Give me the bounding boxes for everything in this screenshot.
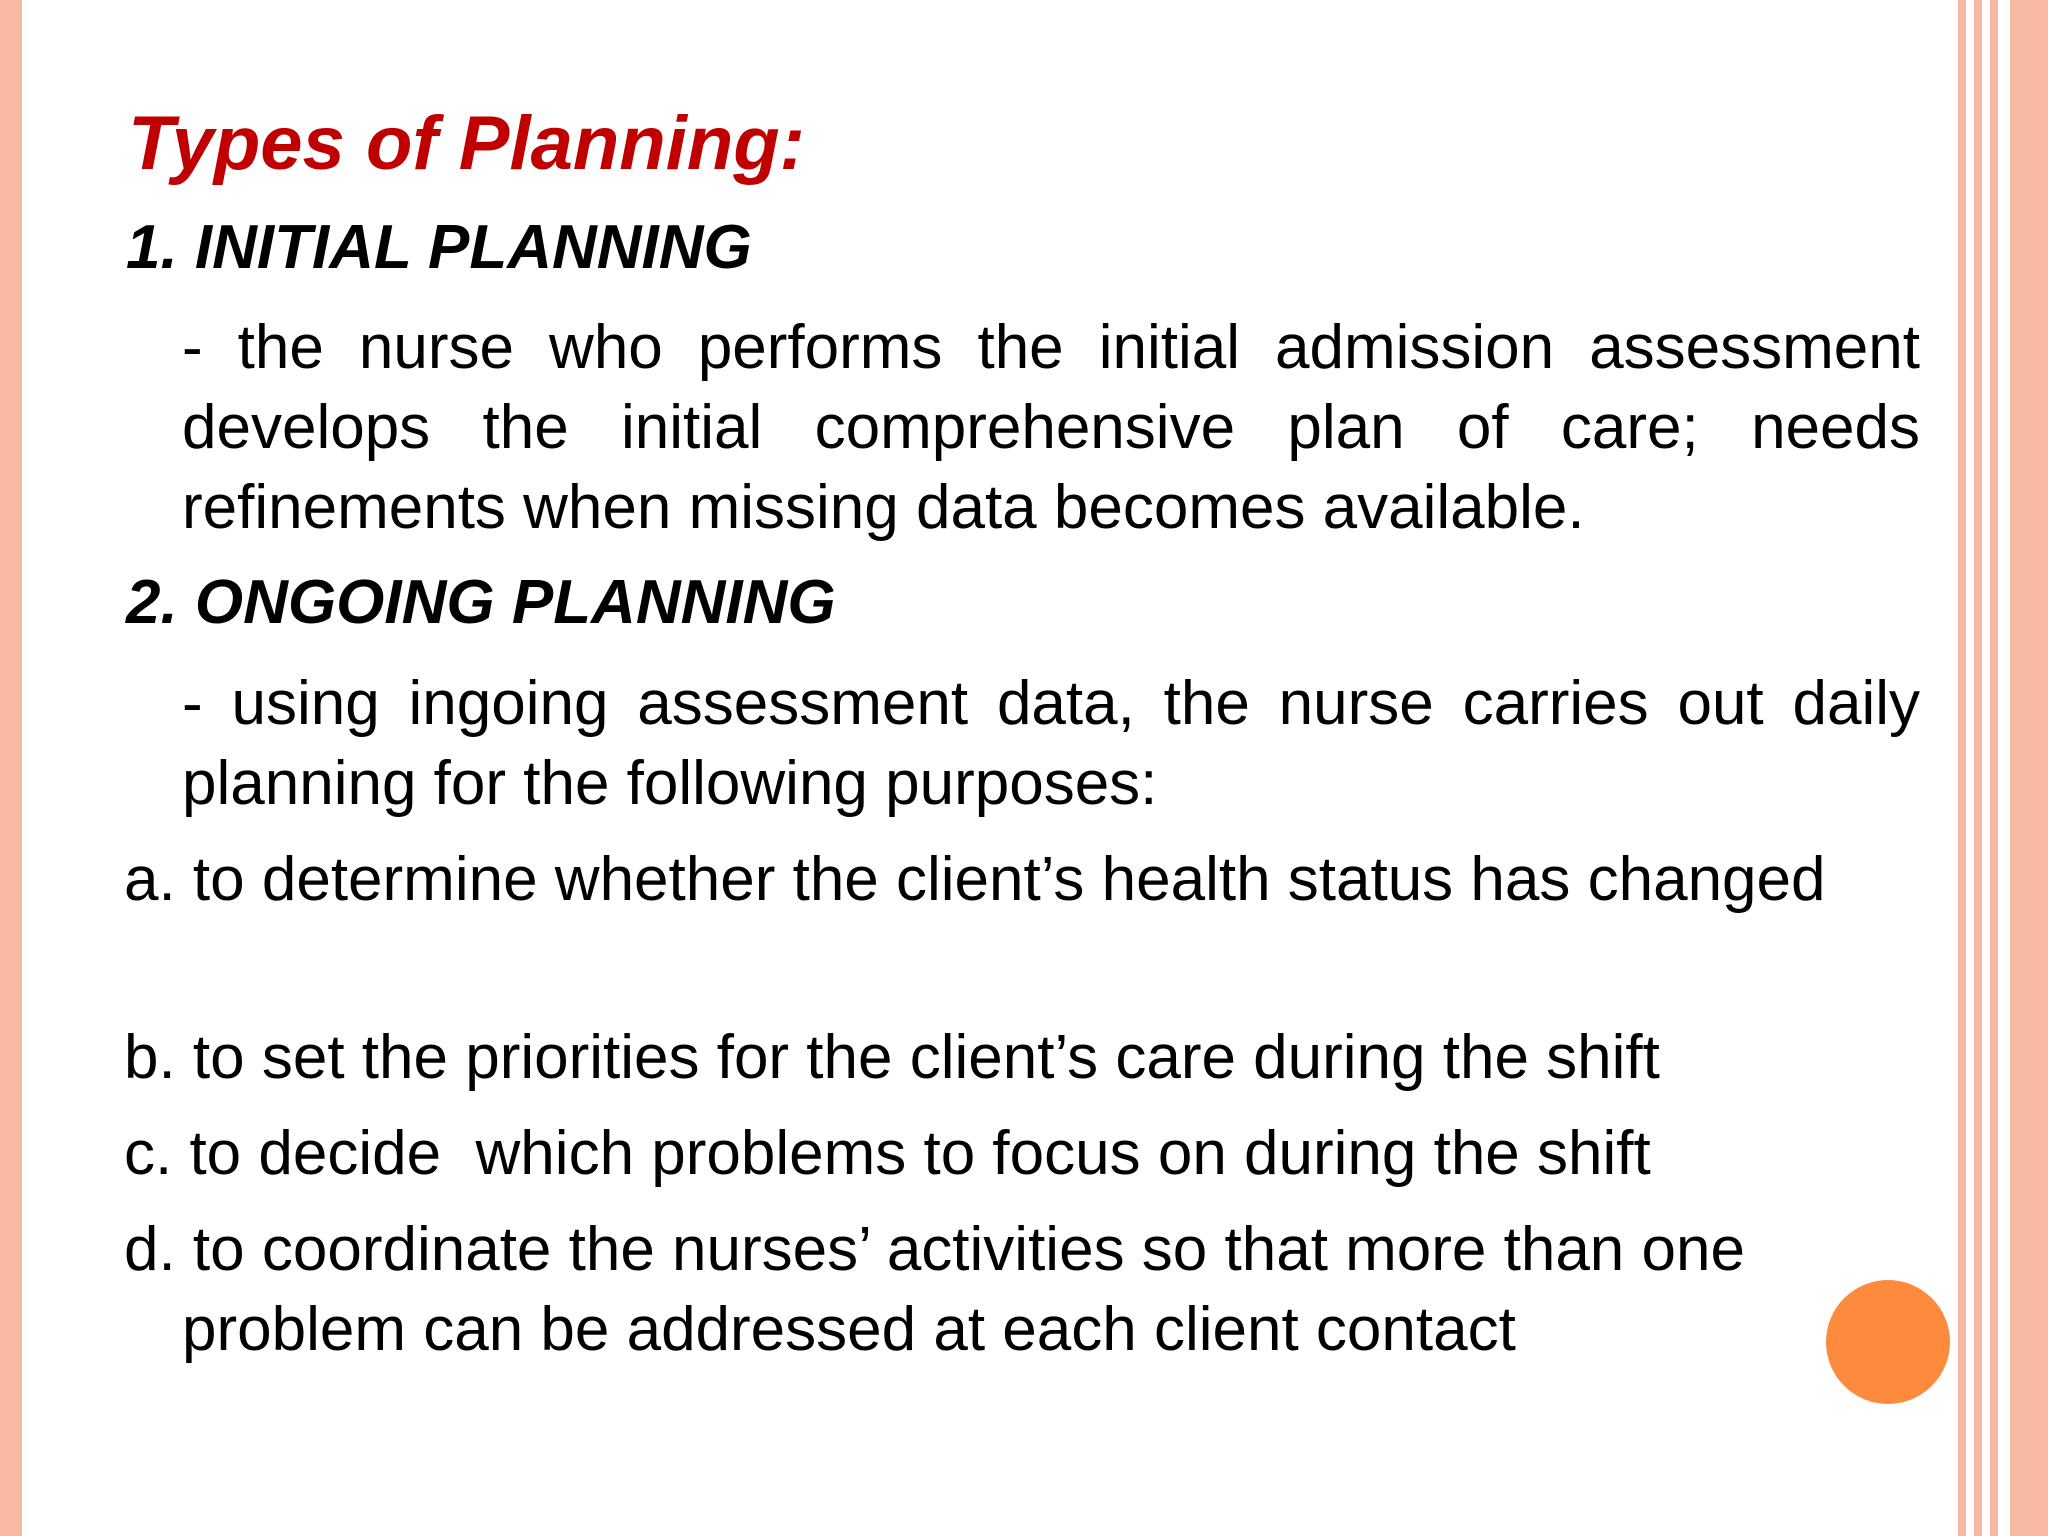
purpose-item-c: c. to decide which problems to focus on during the shift: [124, 1119, 1651, 1188]
purpose-item-b: b. to set the priorities for the client’s care during the shift: [124, 1023, 1660, 1092]
purpose-item-a: a. to determine whether the client’s health status has changed: [124, 845, 1826, 914]
section-text-ongoing-planning: - using ingoing assessment data, the nurse carries out daily planning for the following purposes:: [182, 669, 1920, 818]
section-heading-ongoing-planning: 2. ONGOING PLANNING: [126, 568, 836, 637]
purpose-item-d: d. to coordinate the nurses’ activities so that more than one problem can be addressed at each client contact: [124, 1215, 1763, 1364]
section-text-initial-planning: - the nurse who performs the initial admission assessment develops the initial comprehensive plan of care; needs refinements when missing data becomes available.: [182, 313, 1920, 542]
slide-title: Types of Planning:: [128, 101, 805, 186]
section-heading-initial-planning: 1. INITIAL PLANNING: [126, 213, 752, 282]
orange-circle-decoration: [1826, 1280, 1950, 1404]
